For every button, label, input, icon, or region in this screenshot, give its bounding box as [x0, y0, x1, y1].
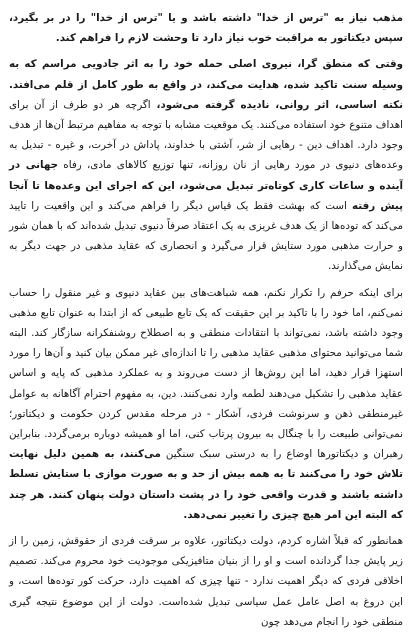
paragraph-line: این روش‌ها از دست می‌روند و به عملکرد مذهبی که پایه و اساس عقاید مذهبی را تشکیل می‌دهند — [9, 367, 403, 400]
paragraph-line: مفاهیم مرتبط آن‌ها از هدف وجود دارد. اهداف دین - رهایی از شر، آشتی با خداوند، پاداش در آخرت، — [9, 119, 403, 152]
paragraph-line: کنی، اما او همیشه دوباره برمی‌گردد. بنابراین رهبران و دیکتاتورها اوضاع را به درستی سبک سنگین — [9, 428, 403, 461]
paragraph-line: لطمه وارد نمی‌کنند. دین، به مفهوم احترام آگاهانه به عوامل غیرمنطقی ذهن و سرنوشت فردی، — [9, 387, 403, 420]
paragraph-line: برای اینکه حرفم را تکرار نکنم، همه شباهت‌های بین عقاید دنیوی و غیر منقول را حساب نمی‌کنم، — [9, 286, 403, 319]
paragraph-line: همانطور که قبلاً اشاره کردم، دولت دیکتاتور، علاوه بر سرقت فردی از حقوقش، زمین را از زیر پایش — [9, 535, 403, 568]
paragraph-line: هدایت می‌کند، در واقع به طور کامل از قلم می‌افتد. نکته اساسی، اثر روانی، نادیده گرفته می‌شود، — [9, 78, 403, 111]
paragraph-2 — [9, 54, 403, 276]
paragraph-line: اما خود را با تاکید بر این حقیقت که یک تابع طبیعی که از ابتدا به عنوان تابع مذهبی وجود داشته — [9, 306, 403, 340]
paragraph-3 — [9, 283, 403, 525]
paragraph-line: وقتی که منطق گرا، نیروی اصلی حمله خود را به اثر جادویی مراسم که به وسیله سنت تاکید شده، — [9, 58, 403, 91]
paragraph-line: تسلط داشته باشند و قدرت واقعی خود را در پشت داستان دولت پنهان کنند. هر چند که البته این — [9, 468, 403, 521]
paragraph-line: دیگر اهمیت ندارد - تنها چیزی که اهمیت دارد، حرکت کور توده‌ها است، و این دروغ به اصل عامل — [9, 575, 403, 608]
paragraph-line: امر هیچ چیزی را تغییر نمی‌دهد. — [183, 508, 342, 521]
paragraph-line: باشد، نمی‌تواند با انتقادات منطقی و به اصطلاح روشنفکرانه سازگار کند. البته شما می‌توانید — [9, 327, 403, 360]
paragraph-line: ستایش قرار می‌گیرد و انحصاری که عقاید مذهبی در جهت دیگر به نمایش می‌گذارند. — [9, 240, 403, 273]
paragraph-line: آشکار - در مرحله مقدس کردن حکومت و دیکتاتور؛ نمی‌توانی طبیعت را با چنگال به بیرون پرتاب — [9, 407, 403, 441]
paragraph-line: محتوای مذهبی عقاید مذهبی را تا اندازه‌ای غیر ممکن بیان کنید و آن‌ها را مورد استهزا قرار دهید، اما — [9, 347, 404, 380]
paragraph-line: هدف غریزی به یک اعتقاد صرفاً دنیوی تبدیل شده‌اند که با همان شور و حرارت مذهبی مورد — [9, 220, 403, 253]
paragraph-line: اگرچه هر دو طرف از آن برای اهداف متنوع خود استفاده می‌کنند. یک موقعیت مشابه با توجه به — [9, 98, 403, 132]
paragraph-line: و غیره - تبدیل به وعده‌های دنیوی در مورد رهایی از نان روزانه، تنها توزیع کالاهای مادی، رفاه — [9, 139, 403, 172]
paragraph-line: جدا گردانده است و او را از بنیان متافیزیکی موجودیت خود محروم می‌کند. تصمیم اخلاقی فردی که — [9, 555, 403, 588]
paragraph-4 — [9, 531, 403, 632]
paragraph-line: است که بهشت فقط یک قیاس دیگر را فراهم می‌کند و این واقعیت را تایید می‌کند که توده‌ها از یک — [9, 199, 404, 233]
paragraph-line: عمل سیاسی تبدیل شده‌است. دولت از این موضوع نتیجه گیری منطقی خود را انجام می‌دهد چون — [9, 595, 403, 628]
paragraph-line: می‌کنند، به همین دلیل نهایت تلاش خود را می‌کنند تا به همه بیش از حد و به صورت موازی با ستایش — [9, 448, 403, 481]
paragraph-1: مذهب نیاز به "ترس از خدا" داشته باشد و یا "ترس از خدا" را در بر بگیرد، سپس دیکتاتور به مراقبت خوب نیاز دارد تا وحشت لازم را فراهم کند. — [9, 12, 403, 45]
paragraph-line: جهانی در آینده و ساعات کاری کوتاه‌تر تبدیل می‌شود، این که اجرای این وعده‌ها تا آنجا پیش رفته — [9, 159, 403, 212]
